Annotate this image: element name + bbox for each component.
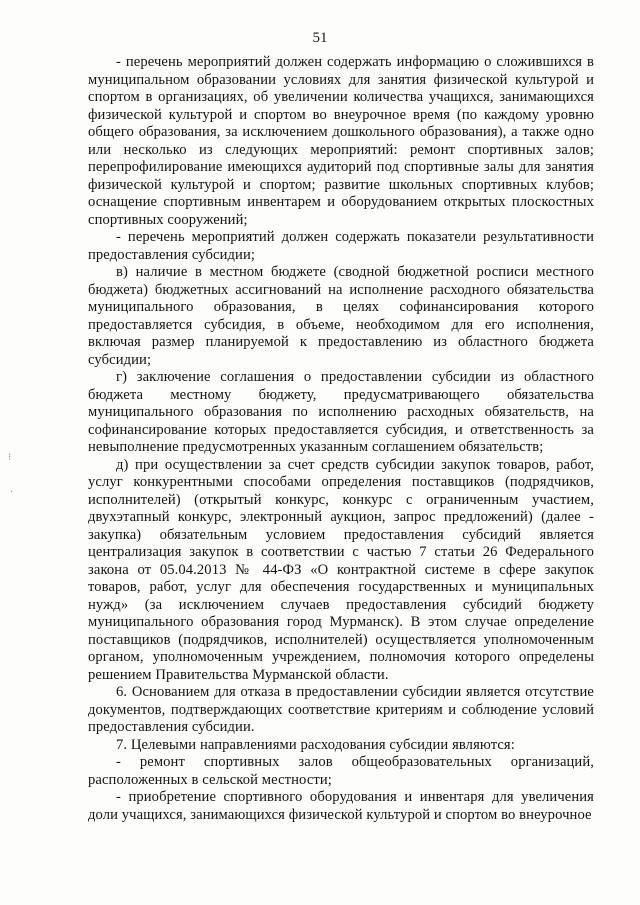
paragraph-item-7: 7. Целевыми направлениями расходования субсидии являются: [116, 736, 515, 753]
paragraph-activities-info: - перечень мероприятий должен содержать информацию о сложившихся в муниципальном образовании условиях для занятия физической культурой и спортом в организациях, об увеличении количества учащихся, занимающихся физической культурой и спортом во внеурочное время (по каждому уровню общего образования, за исключением дошкольного образования), а также одно или несколько из следующих мероприятий: ремонт спортивных залов; перепрофилирование имеющихся аудиторий под спортивные залы для занятия физической культурой и спортом; развитие школьных спортивных клубов; оснащение спортивным инвентарем и оборудованием открытых плоскостных спортивных сооружений; [88, 54, 594, 228]
paragraph-equipment-purchase: - приобретение спортивного оборудования и инвентаря для увеличения доли учащихся, занимающихся физической культурой и спортом во внеурочное [88, 789, 594, 823]
paragraph-condition-d: д) при осуществлении за счет средств субсидии закупок товаров, работ, услуг конкурентными способами определения поставщиков (подрядчиков, исполнителей) (открытый конкурс, конкурс с ограниченным участием, двухэтапный конкурс, электронный аукцион, запрос предложений) (далее - закупка) обязательным условием предоставления субсидий является централизация закупок в соответствии с частью 7 статьи 26 Федерального закона от 05.04.2013 № 44-ФЗ «О контрактной системе в сфере закупок товаров, работ, услуг для обеспечения государственных и муниципальных нужд» (за исключением случаев предоставления субсидий бюджету муниципального образования город Мурманск). В этом случае определение поставщиков (подрядчиков, исполнителей) осуществляется уполномоченным органом, уполномоченным учреждением, полномочия которого определены решением Правительства Мурманской области. [88, 456, 594, 683]
document-body [88, 54, 594, 824]
paragraph-repair-gyms: - ремонт спортивных залов общеобразовательных организаций, расположенных в сельской местности; [88, 754, 594, 788]
paragraph-performance-indicators: - перечень мероприятий должен содержать показатели результативности предоставления субсидии; [88, 229, 594, 263]
scan-margin-mark: · [10, 487, 14, 498]
paragraph-condition-g: г) заключение соглашения о предоставлении субсидии из областного бюджета местному бюджету, предусматривающего обязательства муниципального образования по исполнению расходных обязательств, на софинансирование которых предоставляется субсидия, и ответственность за невыполнение предусмотренных указанным соглашением обязательств; [88, 369, 594, 455]
paragraph-item-6: 6. Основанием для отказа в предоставлении субсидии является отсутствие документов, подтверждающих соответствие критериям и соблюдение условий предоставления субсидии. [88, 684, 594, 735]
paragraph-condition-v: в) наличие в местном бюджете (сводной бюджетной росписи местного бюджета) бюджетных ассигнований на исполнение расходного обязательства муниципального образования, в целях софинансирования которого предоставляется субсидия, в объеме, необходимом для его исполнения, включая размер планируемой к предоставлению из областного бюджета субсидии; [88, 264, 594, 368]
scan-margin-mark: ⁝ [8, 452, 12, 463]
page-number: 51 [312, 30, 328, 46]
